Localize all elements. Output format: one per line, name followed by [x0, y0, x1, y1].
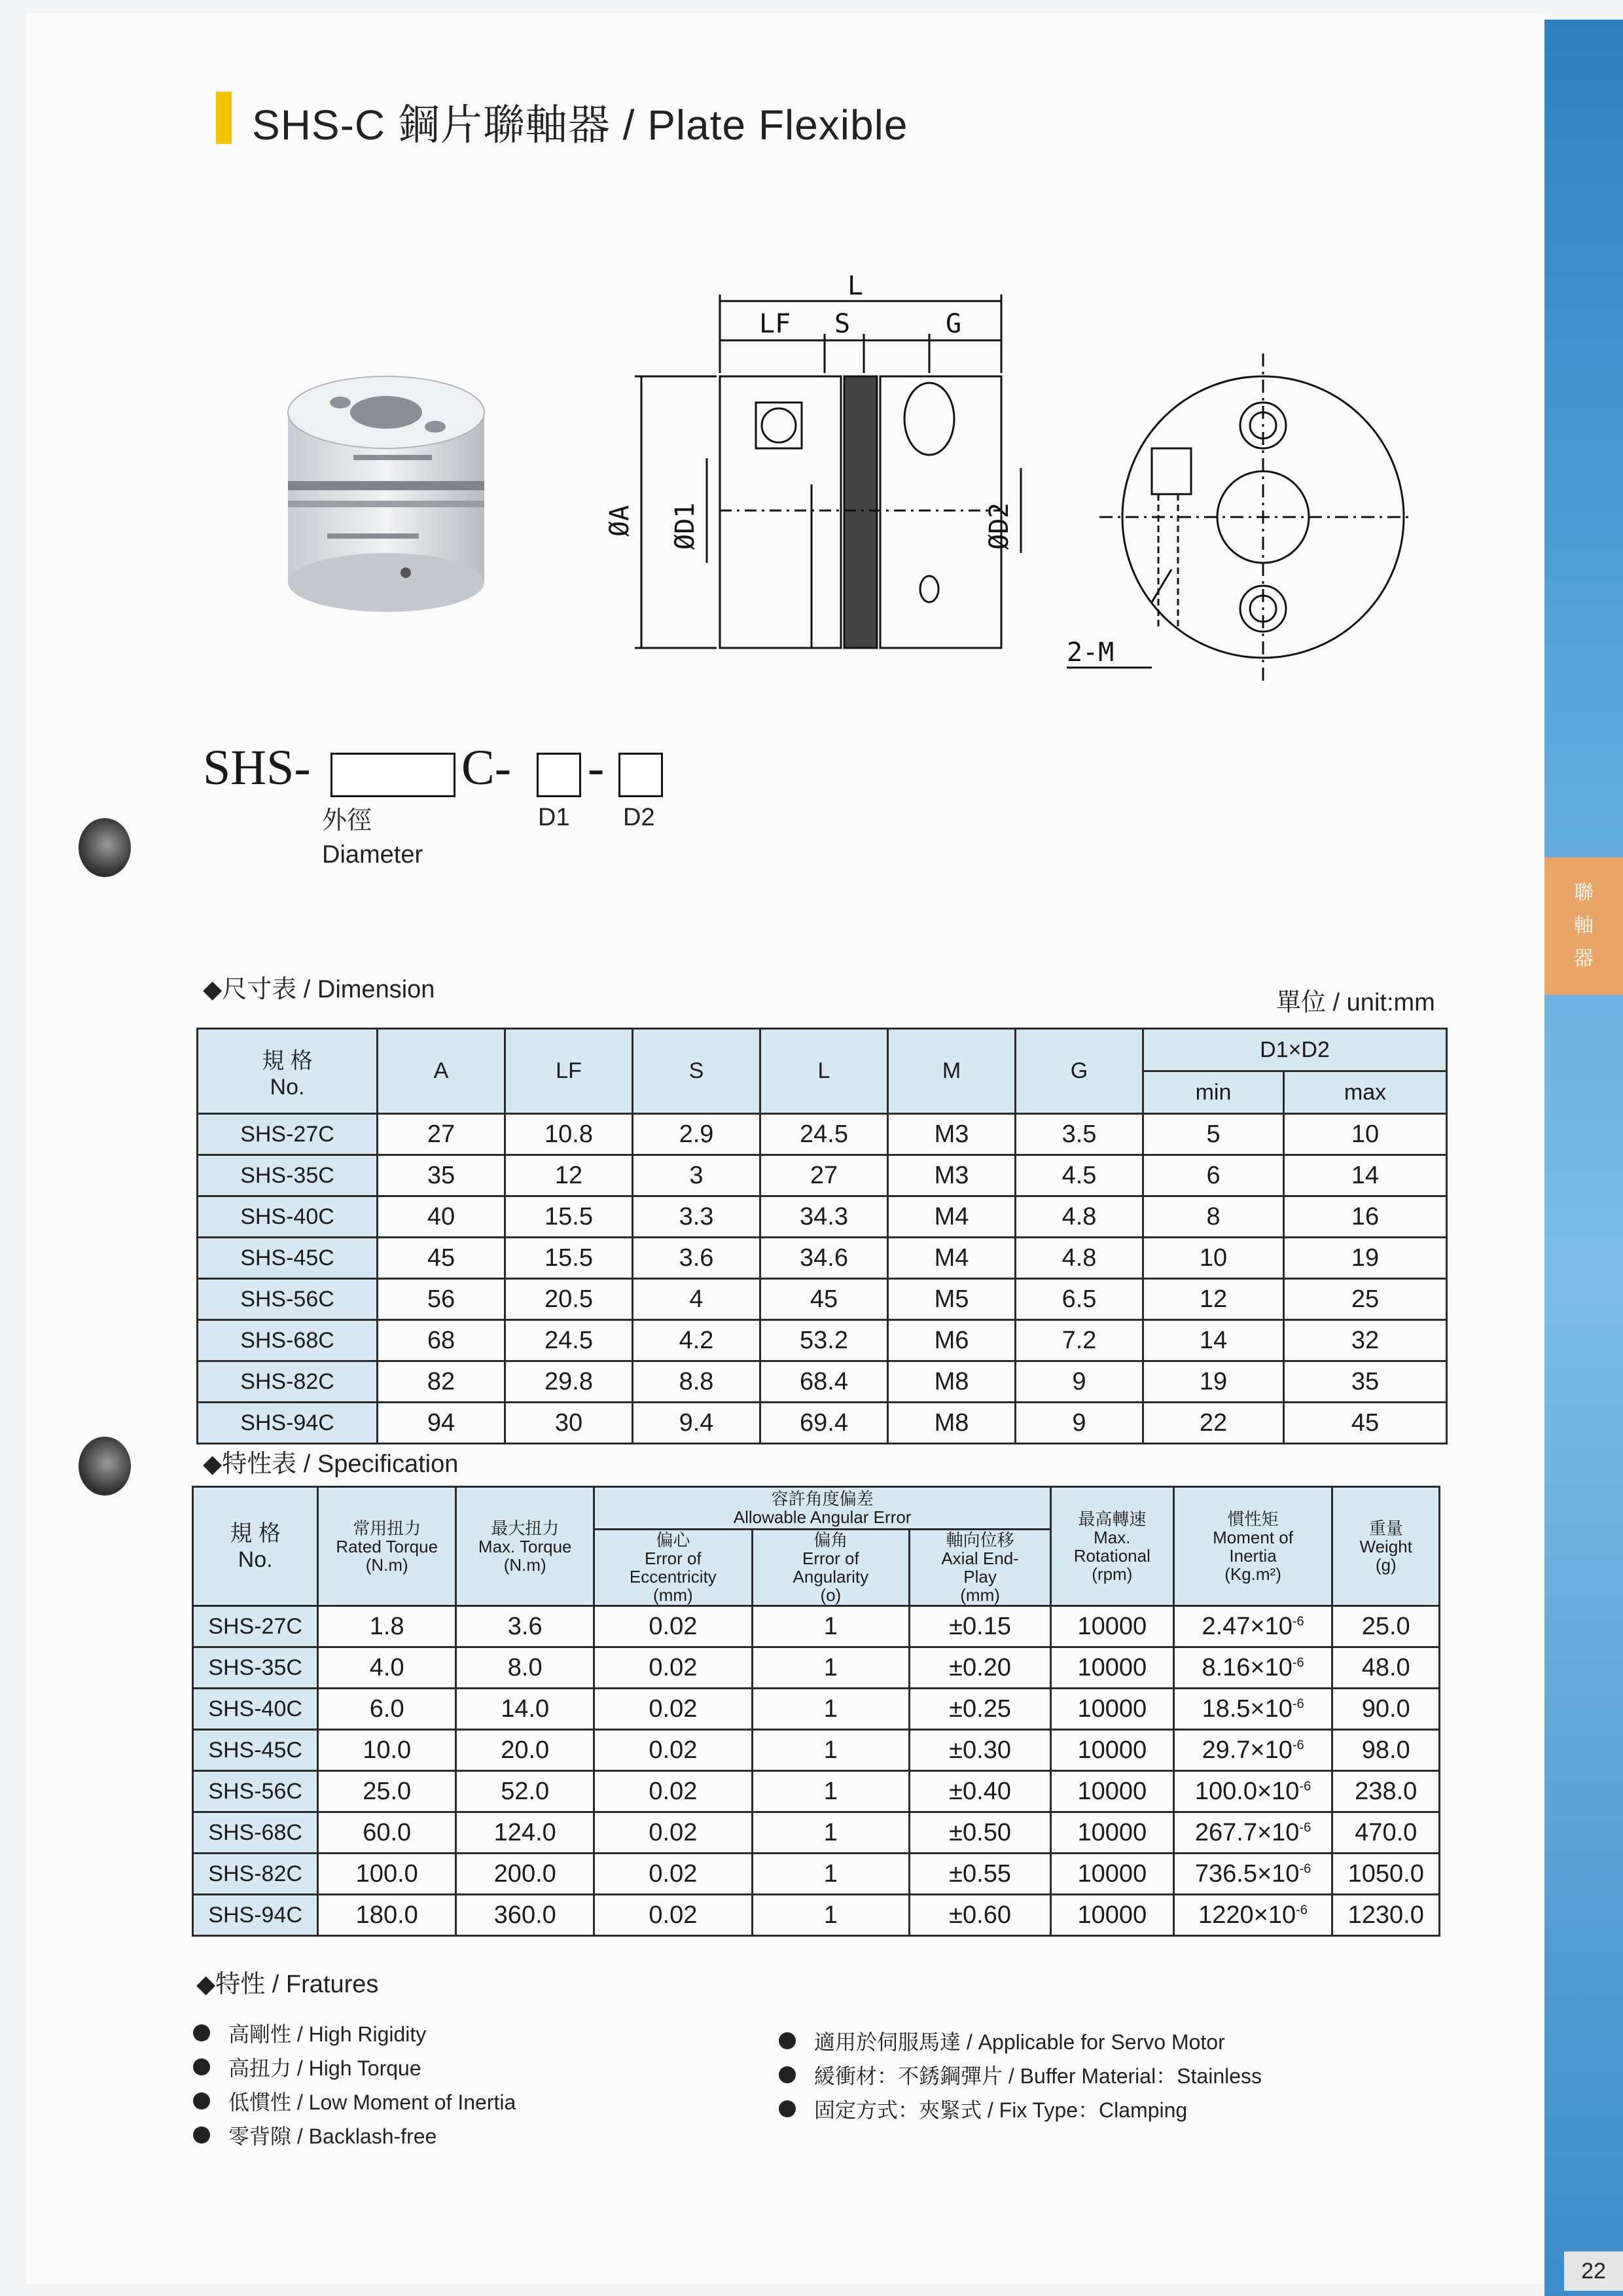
feature-text: 適用於伺服馬達 / Applicable for Servo Motor	[814, 2030, 1225, 2054]
specification-row	[193, 1606, 1440, 1647]
rated-unit: (N.m)	[365, 1554, 408, 1575]
specification-cell-rated: 60.0	[318, 1812, 456, 1854]
feature-item	[193, 2084, 516, 2118]
dimension-cell-no: SHS-27C	[198, 1114, 378, 1155]
specification-row	[193, 1812, 1440, 1854]
col-m: M	[888, 1029, 1016, 1114]
dimension-cell-a: 94	[378, 1403, 505, 1444]
dimension-cell-l: 68.4	[760, 1361, 888, 1403]
specification-table	[192, 1486, 1440, 1937]
col-max: max	[1284, 1071, 1447, 1114]
features-right-list	[779, 2024, 1262, 2126]
bullet-icon	[193, 2058, 210, 2075]
specification-cell-axial: ±0.15	[910, 1606, 1051, 1647]
dimension-cell-min: 22	[1143, 1403, 1284, 1444]
dimension-row	[198, 1320, 1447, 1361]
dimension-cell-g: 4.8	[1016, 1196, 1143, 1238]
specification-cell-max: 20.0	[456, 1730, 594, 1771]
dimension-cell-m: M3	[888, 1155, 1016, 1196]
specification-cell-max: 3.6	[456, 1606, 594, 1647]
axial-unit: (mm)	[960, 1585, 1000, 1605]
bullet-icon	[193, 2092, 210, 2109]
specification-cell-inertia	[1173, 1771, 1332, 1812]
ang-en2: Angularity	[793, 1567, 869, 1587]
angular-en: Allowable Angular Error	[733, 1507, 912, 1527]
weight-en: Weight	[1359, 1536, 1412, 1556]
ang-en1: Error of	[802, 1549, 859, 1568]
inertia-mantissa: 267.7×10	[1194, 1818, 1300, 1846]
specification-cell-inertia	[1173, 1689, 1332, 1730]
dimension-cell-l: 27	[760, 1155, 888, 1196]
specification-cell-inertia	[1173, 1895, 1332, 1936]
dimension-cell-max: 10	[1284, 1114, 1447, 1155]
max-cn: 最大扭力	[491, 1518, 560, 1538]
dimension-cell-no: SHS-94C	[198, 1403, 378, 1444]
dim-label-s: S	[834, 309, 851, 339]
side-tab-char: 器	[1574, 948, 1594, 969]
specification-cell-weight: 25.0	[1332, 1606, 1440, 1647]
inertia-mantissa: 736.5×10	[1194, 1859, 1300, 1888]
dimension-cell-g: 9	[1016, 1403, 1143, 1444]
spec-col-no-cn: 規 格	[230, 1520, 281, 1546]
weight-cn: 重量	[1368, 1518, 1403, 1538]
dimension-cell-lf: 30	[505, 1403, 633, 1444]
page-title: SHS-C 鋼片聯軸器 / Plate Flexible	[252, 101, 908, 149]
side-tab-label	[1544, 857, 1623, 995]
specification-cell-weight: 98.0	[1332, 1730, 1440, 1771]
specification-cell-rpm: 10000	[1051, 1812, 1174, 1854]
inertia-exponent: -6	[1299, 1778, 1311, 1793]
dimension-cell-a: 27	[378, 1114, 505, 1155]
page-number: 22	[1564, 2251, 1623, 2291]
specification-cell-ang: 1	[752, 1812, 910, 1854]
dimension-cell-max: 19	[1284, 1238, 1447, 1279]
inertia-exponent: -6	[1292, 1613, 1304, 1628]
inertia-exponent: -6	[1299, 1861, 1311, 1876]
specification-cell-no: SHS-40C	[193, 1689, 318, 1730]
feature-text: 高扭力 / High Torque	[228, 2056, 421, 2080]
axial-cn: 軸向位移	[946, 1530, 1014, 1550]
specification-cell-ang: 1	[752, 1606, 910, 1647]
spec-col-inertia	[1173, 1487, 1332, 1606]
specification-cell-rpm: 10000	[1051, 1606, 1174, 1647]
angular-cn: 容許角度偏差	[771, 1489, 874, 1509]
dim-label-lf: LF	[759, 309, 791, 339]
specification-cell-max: 360.0	[456, 1895, 594, 1936]
dim-label-m: 2-M	[1067, 637, 1115, 668]
dimension-cell-a: 82	[378, 1361, 505, 1403]
max-en: Max. Torque	[478, 1536, 572, 1556]
dimension-cell-lf: 24.5	[505, 1320, 633, 1361]
specification-cell-rated: 180.0	[318, 1895, 456, 1936]
dimension-cell-s: 4	[633, 1279, 760, 1320]
specification-cell-rpm: 10000	[1051, 1689, 1174, 1730]
dimension-heading: ◆尺寸表 / Dimension	[203, 976, 435, 1003]
specification-cell-ecc: 0.02	[594, 1771, 752, 1812]
dimension-cell-g: 4.8	[1016, 1238, 1143, 1279]
specification-cell-weight: 90.0	[1332, 1689, 1440, 1730]
inertia-en2: Inertia	[1229, 1545, 1277, 1566]
inertia-mantissa: 2.47×10	[1202, 1612, 1293, 1640]
specification-row	[193, 1895, 1440, 1936]
specification-cell-max: 124.0	[456, 1812, 594, 1854]
dimension-cell-no: SHS-45C	[198, 1238, 378, 1279]
specification-cell-rpm: 10000	[1051, 1771, 1174, 1812]
dimension-cell-m: M4	[888, 1196, 1016, 1238]
specification-cell-weight: 1050.0	[1332, 1854, 1440, 1895]
specification-cell-axial: ±0.50	[910, 1812, 1051, 1854]
dimension-row	[198, 1279, 1447, 1320]
specification-cell-rated: 6.0	[318, 1689, 456, 1730]
dimension-cell-lf: 10.8	[505, 1114, 633, 1155]
inertia-exponent: -6	[1299, 1820, 1311, 1835]
col-min: min	[1143, 1071, 1284, 1114]
specification-cell-rpm: 10000	[1051, 1895, 1174, 1936]
col-g: G	[1016, 1029, 1143, 1114]
specification-row	[193, 1689, 1440, 1730]
bullet-icon	[779, 2100, 796, 2117]
bullet-icon	[779, 2032, 796, 2049]
specification-cell-inertia	[1173, 1730, 1332, 1771]
spec-col-angular	[594, 1487, 1051, 1530]
dimension-cell-max: 45	[1284, 1403, 1447, 1444]
col-l: L	[760, 1029, 888, 1114]
dimension-cell-no: SHS-82C	[198, 1361, 378, 1403]
dimension-cell-min: 14	[1143, 1320, 1284, 1361]
inertia-exponent: -6	[1296, 1902, 1308, 1917]
dimension-cell-lf: 15.5	[505, 1196, 633, 1238]
inertia-mantissa: 18.5×10	[1202, 1695, 1293, 1723]
spec-col-no-en: No.	[238, 1547, 273, 1572]
dimension-cell-g: 6.5	[1016, 1279, 1143, 1320]
feature-item	[779, 2092, 1262, 2126]
feature-text: 高剛性 / High Rigidity	[228, 2022, 427, 2046]
specification-cell-ecc: 0.02	[594, 1606, 752, 1647]
side-tab-char: 聯	[1574, 882, 1594, 904]
weight-unit: (g)	[1375, 1554, 1397, 1575]
specification-row	[193, 1647, 1440, 1689]
diameter-label-cn: 外徑	[322, 807, 372, 834]
specification-cell-rpm: 10000	[1051, 1730, 1174, 1771]
specification-cell-ang: 1	[752, 1854, 910, 1895]
dimension-cell-g: 7.2	[1016, 1320, 1143, 1361]
dim-label-l: L	[847, 271, 864, 301]
specification-cell-ang: 1	[752, 1730, 910, 1771]
specification-cell-axial: ±0.30	[910, 1730, 1051, 1771]
dimension-cell-m: M8	[888, 1361, 1016, 1403]
bullet-icon	[779, 2066, 796, 2083]
specification-cell-weight: 470.0	[1332, 1812, 1440, 1854]
dimension-cell-m: M6	[888, 1320, 1016, 1361]
dimension-cell-m: M3	[888, 1114, 1016, 1155]
dimension-cell-l: 34.3	[760, 1196, 888, 1238]
dimension-cell-min: 5	[1143, 1114, 1284, 1155]
col-lf: LF	[505, 1029, 633, 1114]
d1-label: D1	[538, 804, 570, 831]
inertia-exponent: -6	[1292, 1696, 1304, 1711]
specification-cell-ecc: 0.02	[594, 1647, 752, 1689]
feature-item	[779, 2024, 1262, 2058]
dimension-cell-min: 8	[1143, 1196, 1284, 1238]
col-a: A	[378, 1029, 505, 1114]
features-heading: ◆特性 / Fratures	[196, 1971, 379, 1998]
axial-en1: Axial End-	[941, 1549, 1019, 1568]
dimension-cell-min: 19	[1143, 1361, 1284, 1403]
specification-cell-rated: 10.0	[318, 1730, 456, 1771]
inertia-mantissa: 29.7×10	[1202, 1736, 1293, 1764]
specification-cell-ecc: 0.02	[594, 1730, 752, 1771]
ang-cn: 偏角	[813, 1530, 848, 1550]
max-unit: (N.m)	[503, 1554, 546, 1575]
dimension-cell-g: 3.5	[1016, 1114, 1143, 1155]
spec-col-weight	[1332, 1487, 1440, 1606]
specification-cell-no: SHS-82C	[193, 1854, 318, 1895]
specification-cell-ang: 1	[752, 1771, 910, 1812]
dimension-cell-lf: 12	[505, 1155, 633, 1196]
ang-unit: (o)	[820, 1585, 842, 1605]
specification-cell-no: SHS-94C	[193, 1895, 318, 1936]
specification-row	[193, 1771, 1440, 1812]
dimension-cell-m: M5	[888, 1279, 1016, 1320]
specification-cell-weight: 1230.0	[1332, 1895, 1440, 1936]
dimension-cell-no: SHS-68C	[198, 1320, 378, 1361]
specification-cell-inertia	[1173, 1647, 1332, 1689]
feature-text: 零背隙 / Backlash-free	[228, 2125, 437, 2148]
specification-cell-inertia	[1173, 1812, 1332, 1854]
col-no-en: No.	[270, 1074, 305, 1100]
specification-cell-no: SHS-35C	[193, 1647, 318, 1689]
col-no-cn: 規 格	[262, 1048, 313, 1073]
specification-cell-axial: ±0.40	[910, 1771, 1051, 1812]
inertia-mantissa: 100.0×10	[1194, 1777, 1300, 1805]
dimension-cell-no: SHS-35C	[198, 1155, 378, 1196]
dimension-row	[198, 1238, 1447, 1279]
dimension-cell-lf: 29.8	[505, 1361, 633, 1403]
binder-hole	[79, 818, 131, 877]
specification-cell-rated: 1.8	[318, 1606, 456, 1647]
col-no	[198, 1029, 378, 1114]
specification-row	[193, 1854, 1440, 1895]
dimension-cell-max: 25	[1284, 1279, 1447, 1320]
dimension-row	[198, 1114, 1447, 1155]
specification-cell-rpm: 10000	[1051, 1647, 1174, 1689]
dimension-cell-no: SHS-40C	[198, 1196, 378, 1238]
specification-cell-no: SHS-68C	[193, 1812, 318, 1854]
inertia-mantissa: 8.16×10	[1202, 1653, 1293, 1681]
dimension-cell-s: 3	[633, 1155, 760, 1196]
inertia-exponent: -6	[1292, 1737, 1304, 1752]
dimension-cell-a: 40	[378, 1196, 505, 1238]
feature-text: 低慣性 / Low Moment of Inertia	[228, 2090, 516, 2114]
dimension-cell-s: 9.4	[633, 1403, 760, 1444]
coupling-photo	[275, 367, 497, 615]
specification-cell-rated: 100.0	[318, 1854, 456, 1895]
dim-label-g: G	[946, 309, 962, 339]
specification-cell-axial: ±0.55	[910, 1854, 1051, 1895]
dimension-table	[196, 1028, 1448, 1444]
d2-box	[618, 753, 663, 797]
dimension-row	[198, 1403, 1447, 1444]
specification-cell-inertia	[1173, 1606, 1332, 1647]
dimension-cell-s: 3.3	[633, 1196, 760, 1238]
specification-cell-ang: 1	[752, 1895, 910, 1936]
dimension-cell-no: SHS-56C	[198, 1279, 378, 1320]
dimension-cell-l: 45	[760, 1279, 888, 1320]
specification-cell-axial: ±0.60	[910, 1895, 1051, 1936]
spec-col-rpm	[1051, 1487, 1174, 1606]
specification-cell-no: SHS-56C	[193, 1771, 318, 1812]
spec-col-max	[456, 1487, 594, 1606]
rpm-unit: (rpm)	[1092, 1564, 1133, 1584]
specification-cell-ecc: 0.02	[594, 1854, 752, 1895]
feature-item	[779, 2058, 1262, 2092]
spec-col-axial	[910, 1530, 1051, 1606]
specification-cell-max: 8.0	[456, 1647, 594, 1689]
order-code-middle: C-	[461, 740, 511, 795]
unit-label: 單位 / unit:mm	[1276, 989, 1435, 1016]
bullet-icon	[193, 2126, 210, 2144]
axial-en2: Play	[963, 1567, 997, 1587]
specification-cell-axial: ±0.20	[910, 1647, 1051, 1689]
dimension-cell-a: 56	[378, 1279, 505, 1320]
specification-cell-ecc: 0.02	[594, 1812, 752, 1854]
dimension-cell-min: 10	[1143, 1238, 1284, 1279]
dimension-cell-min: 6	[1143, 1155, 1284, 1196]
specification-cell-max: 14.0	[456, 1689, 594, 1730]
dimension-cell-lf: 15.5	[505, 1238, 633, 1279]
dimension-cell-lf: 20.5	[505, 1279, 633, 1320]
specification-row	[193, 1730, 1440, 1771]
technical-drawing	[589, 262, 1414, 681]
order-code-dash: -	[588, 740, 605, 795]
feature-text: 固定方式：夾緊式 / Fix Type：Clamping	[814, 2098, 1188, 2122]
order-code-prefix: SHS-	[203, 740, 311, 795]
dim-label-a: ØA	[605, 505, 635, 537]
specification-cell-rated: 25.0	[318, 1771, 456, 1812]
ecc-en2: Eccentricity	[629, 1567, 717, 1587]
ecc-en1: Error of	[645, 1549, 702, 1568]
dimension-row	[198, 1196, 1447, 1238]
diameter-label-en: Diameter	[322, 841, 423, 869]
dimension-cell-s: 3.6	[633, 1238, 760, 1279]
dimension-cell-l: 24.5	[760, 1114, 888, 1155]
specification-cell-weight: 48.0	[1332, 1647, 1440, 1689]
dimension-cell-max: 35	[1284, 1361, 1447, 1403]
feature-item	[193, 2050, 516, 2084]
rated-en: Rated Torque	[336, 1536, 438, 1556]
inertia-exponent: -6	[1292, 1655, 1304, 1670]
specification-cell-rated: 4.0	[318, 1647, 456, 1689]
side-tab-char: 軸	[1574, 915, 1594, 937]
ecc-cn: 偏心	[656, 1530, 690, 1550]
dimension-cell-l: 34.6	[760, 1238, 888, 1279]
dimension-cell-g: 9	[1016, 1361, 1143, 1403]
dimension-cell-s: 2.9	[633, 1114, 760, 1155]
rpm-cn: 最高轉速	[1078, 1509, 1147, 1529]
specification-cell-weight: 238.0	[1332, 1771, 1440, 1812]
dimension-cell-max: 16	[1284, 1196, 1447, 1238]
inertia-mantissa: 1220×10	[1198, 1901, 1296, 1929]
dim-label-d1: ØD1	[670, 502, 700, 550]
dimension-cell-max: 32	[1284, 1320, 1447, 1361]
rpm-en1: Max.	[1094, 1527, 1131, 1547]
dimension-cell-s: 4.2	[633, 1320, 760, 1361]
dimension-cell-l: 53.2	[760, 1320, 888, 1361]
inertia-cn: 慣性矩	[1227, 1509, 1279, 1529]
specification-cell-no: SHS-45C	[193, 1730, 318, 1771]
dimension-row	[198, 1361, 1447, 1403]
col-s: S	[633, 1029, 760, 1114]
rpm-en2: Rotational	[1073, 1545, 1150, 1566]
col-d1d2: D1×D2	[1143, 1029, 1447, 1071]
title-accent-bar	[216, 92, 232, 144]
spec-col-rated	[318, 1487, 456, 1606]
specification-cell-ang: 1	[752, 1689, 910, 1730]
dimension-cell-l: 69.4	[760, 1403, 888, 1444]
dimension-cell-s: 8.8	[633, 1361, 760, 1403]
specification-cell-axial: ±0.25	[910, 1689, 1051, 1730]
dimension-cell-a: 35	[378, 1155, 505, 1196]
specification-cell-max: 52.0	[456, 1771, 594, 1812]
specification-cell-rpm: 10000	[1051, 1854, 1174, 1895]
feature-text: 緩衝材：不銹鋼彈片 / Buffer Material：Stainless	[814, 2064, 1262, 2088]
d1-box	[537, 753, 581, 797]
feature-item	[193, 2118, 516, 2152]
binder-hole	[79, 1437, 131, 1496]
ecc-unit: (mm)	[653, 1585, 693, 1605]
dimension-cell-g: 4.5	[1016, 1155, 1143, 1196]
features-left-list	[193, 2016, 516, 2152]
specification-cell-ang: 1	[752, 1647, 910, 1689]
dimension-cell-a: 45	[378, 1238, 505, 1279]
dimension-cell-a: 68	[378, 1320, 505, 1361]
specification-cell-no: SHS-27C	[193, 1606, 318, 1647]
specification-cell-inertia	[1173, 1854, 1332, 1895]
spec-col-ang	[752, 1530, 910, 1606]
dim-label-d2: ØD2	[984, 502, 1014, 550]
spec-col-no	[193, 1487, 318, 1606]
bullet-icon	[193, 2024, 210, 2041]
inertia-en1: Moment of	[1213, 1527, 1293, 1547]
d2-label: D2	[623, 804, 655, 831]
inertia-unit: (Kg.m²)	[1224, 1564, 1281, 1584]
side-tab-band	[1544, 20, 1623, 2296]
specification-cell-max: 200.0	[456, 1854, 594, 1895]
dimension-cell-m: M8	[888, 1403, 1016, 1444]
specification-cell-ecc: 0.02	[594, 1895, 752, 1936]
rated-cn: 常用扭力	[353, 1518, 421, 1538]
dimension-cell-max: 14	[1284, 1155, 1447, 1196]
dimension-row	[198, 1155, 1447, 1196]
feature-item	[193, 2016, 516, 2050]
specification-cell-ecc: 0.02	[594, 1689, 752, 1730]
specification-heading: ◆特性表 / Specification	[203, 1450, 459, 1478]
spec-col-ecc	[594, 1530, 752, 1606]
dimension-cell-m: M4	[888, 1238, 1016, 1279]
dimension-cell-min: 12	[1143, 1279, 1284, 1320]
diameter-box	[330, 753, 455, 797]
